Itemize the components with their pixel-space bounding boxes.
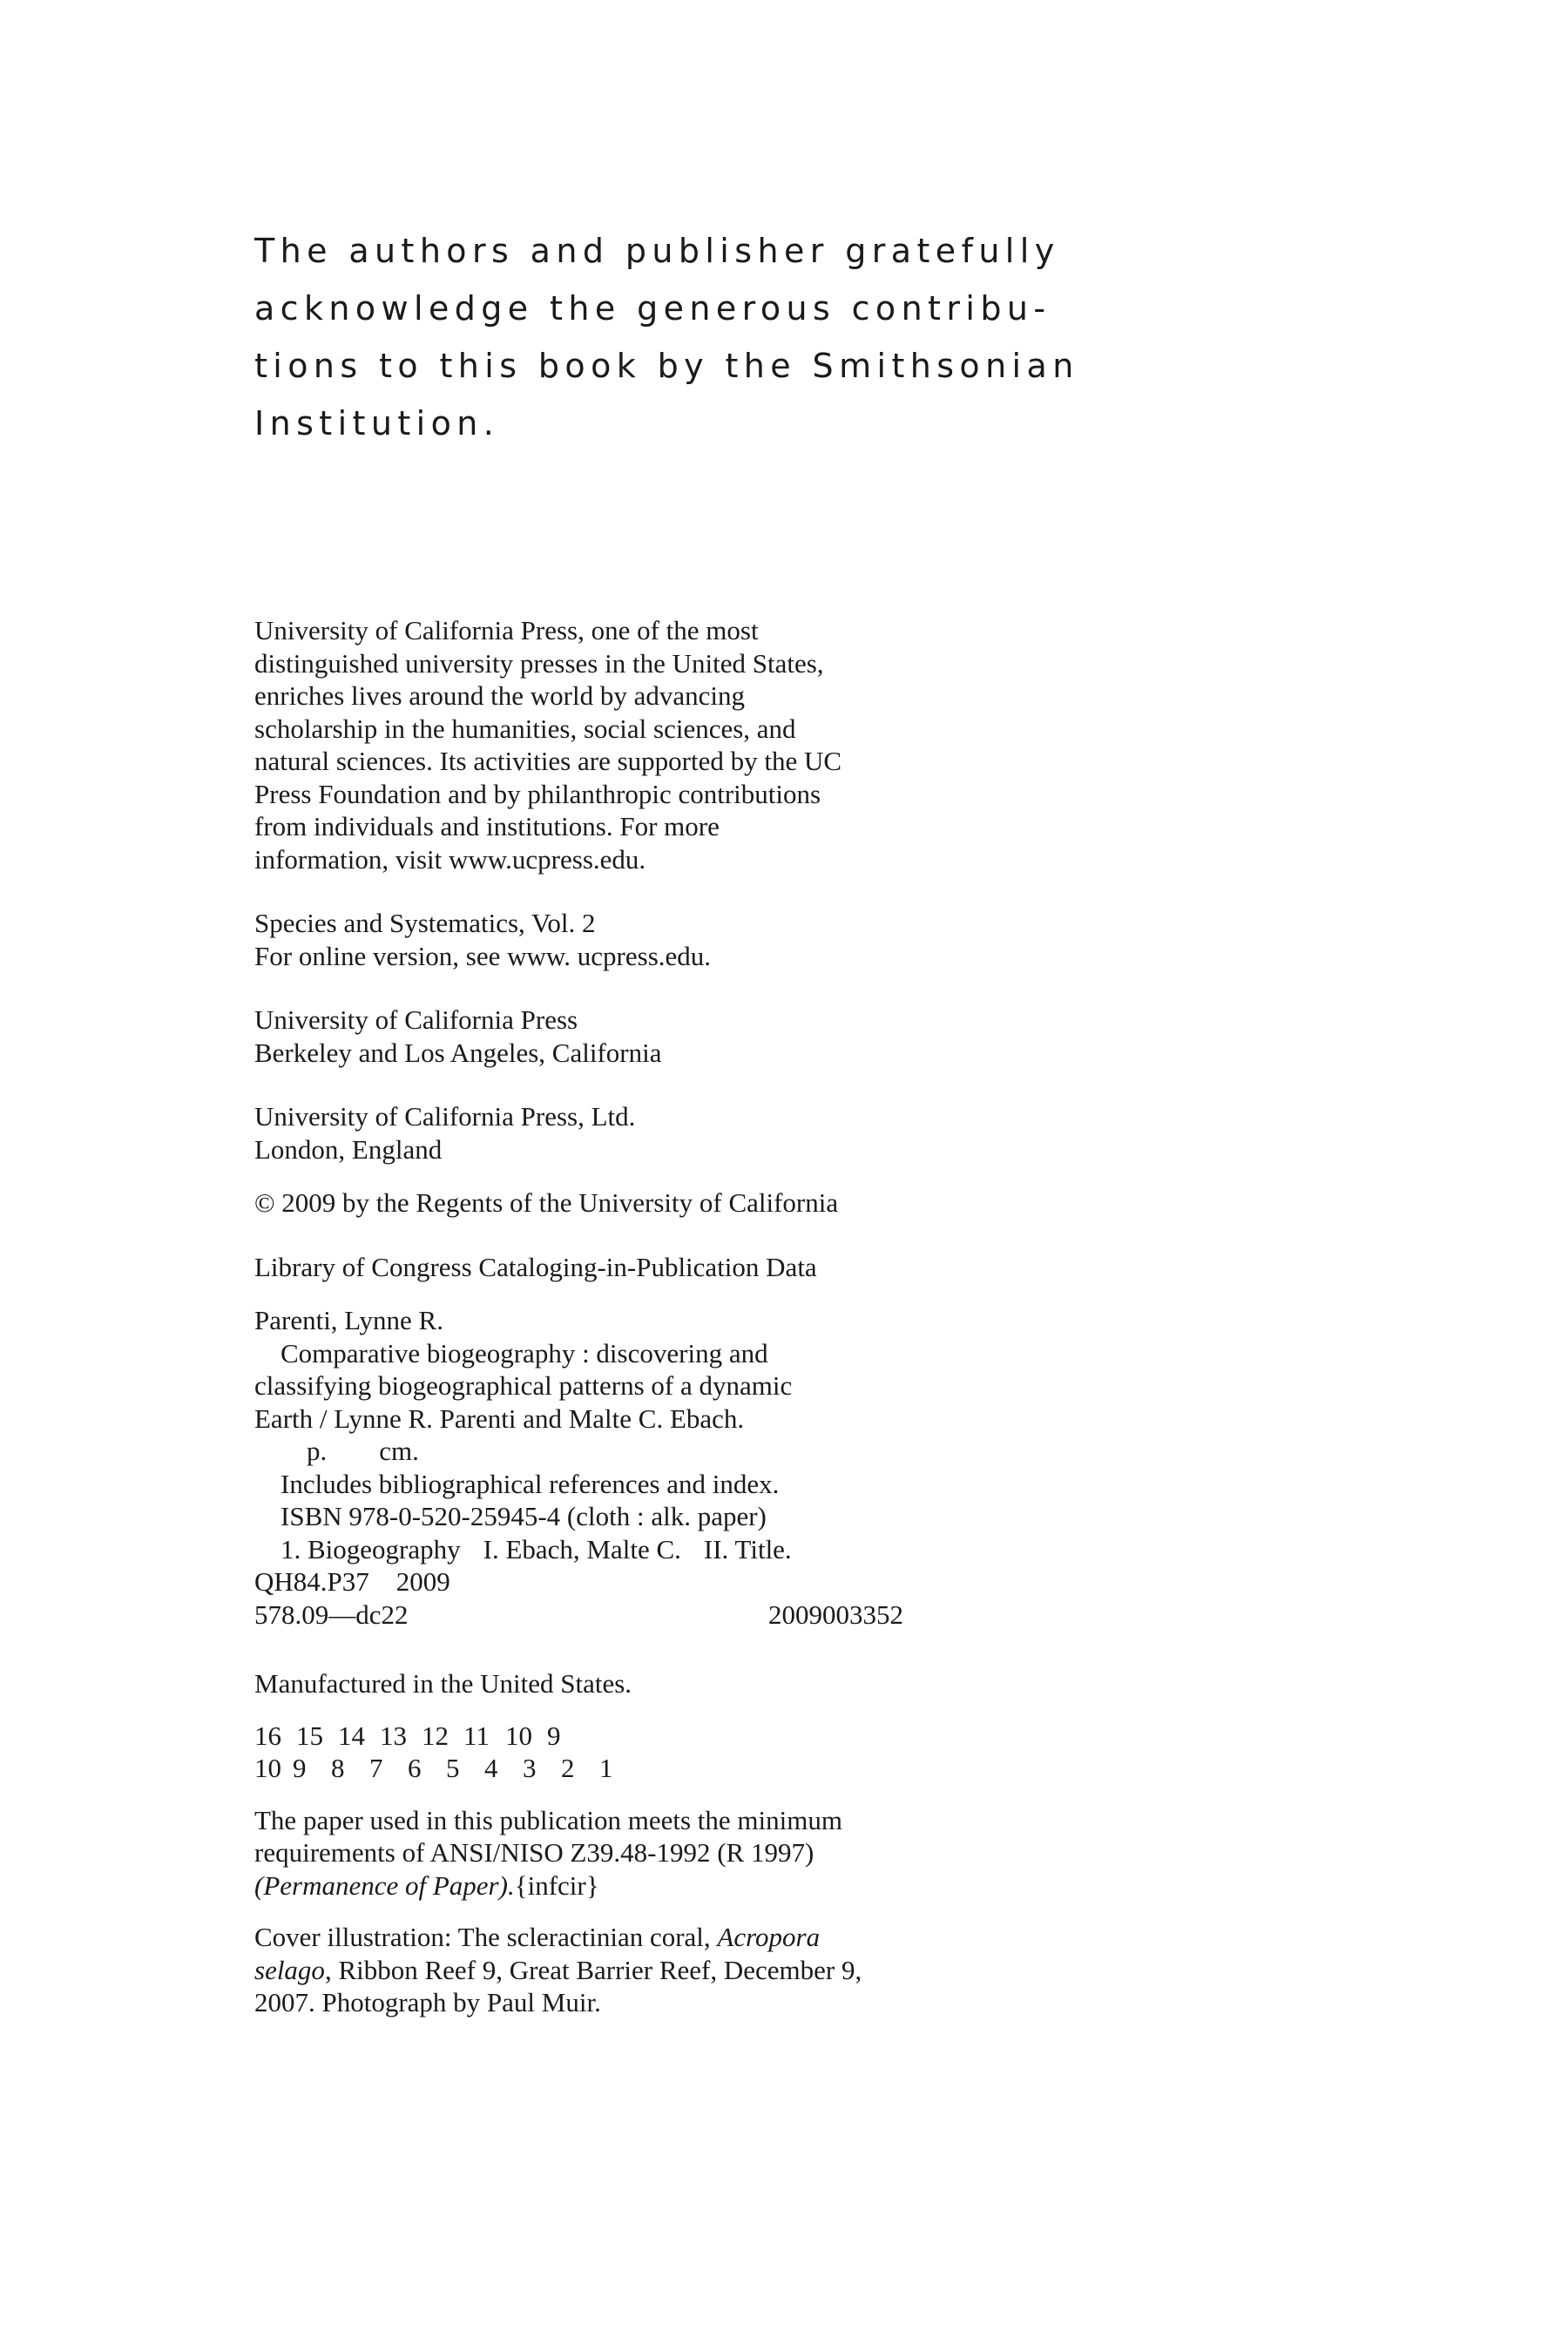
about-line: scholarship in the humanities, social sciences, and xyxy=(254,713,796,744)
online-version: For online version, see www. ucpress.edu. xyxy=(254,940,712,971)
cip-pages: p. xyxy=(307,1436,328,1466)
print-impression: 8 xyxy=(331,1753,345,1783)
publisher-us xyxy=(254,1004,1125,1069)
print-year: 12 xyxy=(422,1720,449,1751)
print-impression: 10 xyxy=(254,1753,281,1783)
print-year: 16 xyxy=(254,1720,281,1751)
cip-classification-row xyxy=(254,1598,903,1632)
copyright-notice xyxy=(254,1186,1125,1220)
print-year: 9 xyxy=(547,1720,561,1751)
paper-line xyxy=(254,1869,1125,1903)
series-title: Species and Systematics, Vol. 2 xyxy=(254,908,596,938)
about-line: natural sciences. Its activities are supported by the UC xyxy=(254,746,842,776)
acknowledgment-line: acknowledge the generous contribu- xyxy=(254,289,1051,328)
print-line xyxy=(254,1720,1125,1785)
cip-lc-class: QH84.P37 2009 xyxy=(254,1566,450,1597)
cover-credit xyxy=(254,1921,1125,2019)
about-line: Press Foundation and by philanthropic contributions xyxy=(254,778,821,809)
about-line: enriches lives around the world by advancing xyxy=(254,680,745,711)
copyright-line: © 2009 by the Regents of the University of California xyxy=(254,1187,839,1218)
acknowledgment-line: Institution. xyxy=(254,404,500,443)
cip-subject: II. Title. xyxy=(703,1533,792,1565)
paper-permanence: (Permanence of Paper). xyxy=(254,1869,515,1901)
cip-size: cm. xyxy=(379,1436,419,1466)
paper-line: requirements of ANSI/NISO Z39.48-1992 (R 1997) xyxy=(254,1837,814,1868)
cip-title-line: Earth / Lynne R. Parenti and Malte C. Ebach. xyxy=(254,1402,745,1434)
cip-subject: I. Ebach, Malte C. xyxy=(483,1533,681,1565)
cip-author: Parenti, Lynne R. xyxy=(254,1305,443,1335)
publisher-location: Berkeley and Los Angeles, California xyxy=(254,1037,662,1068)
print-year: 14 xyxy=(338,1720,365,1751)
cip-title-line: classifying biogeographical patterns of a dynamic xyxy=(254,1370,793,1401)
cip-record xyxy=(254,1304,1125,1631)
paper-tail: {infcir} xyxy=(514,1869,599,1901)
cover-species: selago xyxy=(254,1954,325,1985)
about-line: information, visit www.ucpress.edu. xyxy=(254,843,646,875)
print-impression: 3 xyxy=(523,1753,537,1783)
about-line: distinguished university presses in the United States, xyxy=(254,647,824,679)
cip-physical-description xyxy=(254,1435,1125,1468)
cover-genus: Acropora xyxy=(717,1922,821,1952)
manufactured-text: Manufactured in the United States. xyxy=(254,1668,632,1699)
cover-line xyxy=(254,1954,1125,1987)
print-impression: 5 xyxy=(446,1753,460,1783)
cip-subjects xyxy=(254,1533,1125,1566)
print-year: 11 xyxy=(463,1720,490,1751)
print-year: 15 xyxy=(296,1720,323,1751)
cover-line: 2007. Photograph by Paul Muir. xyxy=(254,1987,601,2017)
imprint-text xyxy=(254,614,1125,2019)
print-impression: 9 xyxy=(293,1753,307,1783)
manufactured-notice xyxy=(254,1667,1125,1700)
series-info xyxy=(254,907,1125,972)
cover-line xyxy=(254,1921,1125,1954)
print-impressions xyxy=(254,1752,1125,1785)
print-impression: 4 xyxy=(484,1753,498,1783)
cip-isbn: ISBN 978-0-520-25945-4 (cloth : alk. paper) xyxy=(280,1501,767,1531)
publisher-location: London, England xyxy=(254,1133,443,1165)
print-impression: 7 xyxy=(369,1753,383,1783)
cip-lccn: 2009003352 xyxy=(768,1598,903,1630)
about-press-paragraph xyxy=(254,614,1125,875)
acknowledgment-block xyxy=(254,222,1125,452)
cip-title-line: Comparative biogeography : discovering and xyxy=(280,1337,768,1369)
paper-notice xyxy=(254,1804,1125,1903)
publisher-name: University of California Press xyxy=(254,1004,578,1035)
about-line: University of California Press, one of the most xyxy=(254,615,759,645)
publisher-uk xyxy=(254,1100,1125,1166)
cover-rest: , Ribbon Reef 9, Great Barrier Reef, December 9, xyxy=(324,1954,862,1985)
publisher-name: University of California Press, Ltd. xyxy=(254,1101,636,1132)
cip-heading-text: Library of Congress Cataloging-in-Publication Data xyxy=(254,1251,817,1282)
cip-heading xyxy=(254,1251,1125,1284)
cip-subject: 1. Biogeography xyxy=(280,1533,461,1565)
cover-prefix: Cover illustration: The scleractinian coral, xyxy=(254,1922,718,1952)
print-year: 10 xyxy=(505,1720,532,1751)
cip-dewey: 578.09—dc22 xyxy=(254,1598,409,1630)
print-year: 13 xyxy=(380,1720,407,1751)
about-line: from individuals and institutions. For more xyxy=(254,811,720,841)
acknowledgment-line: tions to this book by the Smithsonian xyxy=(254,347,1079,385)
print-impression: 2 xyxy=(561,1753,575,1783)
print-impression: 1 xyxy=(599,1753,613,1783)
paper-line: The paper used in this publication meets the minimum xyxy=(254,1804,842,1835)
cip-notes: Includes bibliographical references and index. xyxy=(280,1468,780,1499)
print-years xyxy=(254,1720,1125,1753)
acknowledgment-line: The authors and publisher gratefully xyxy=(254,232,1060,270)
print-impression: 6 xyxy=(408,1753,422,1783)
